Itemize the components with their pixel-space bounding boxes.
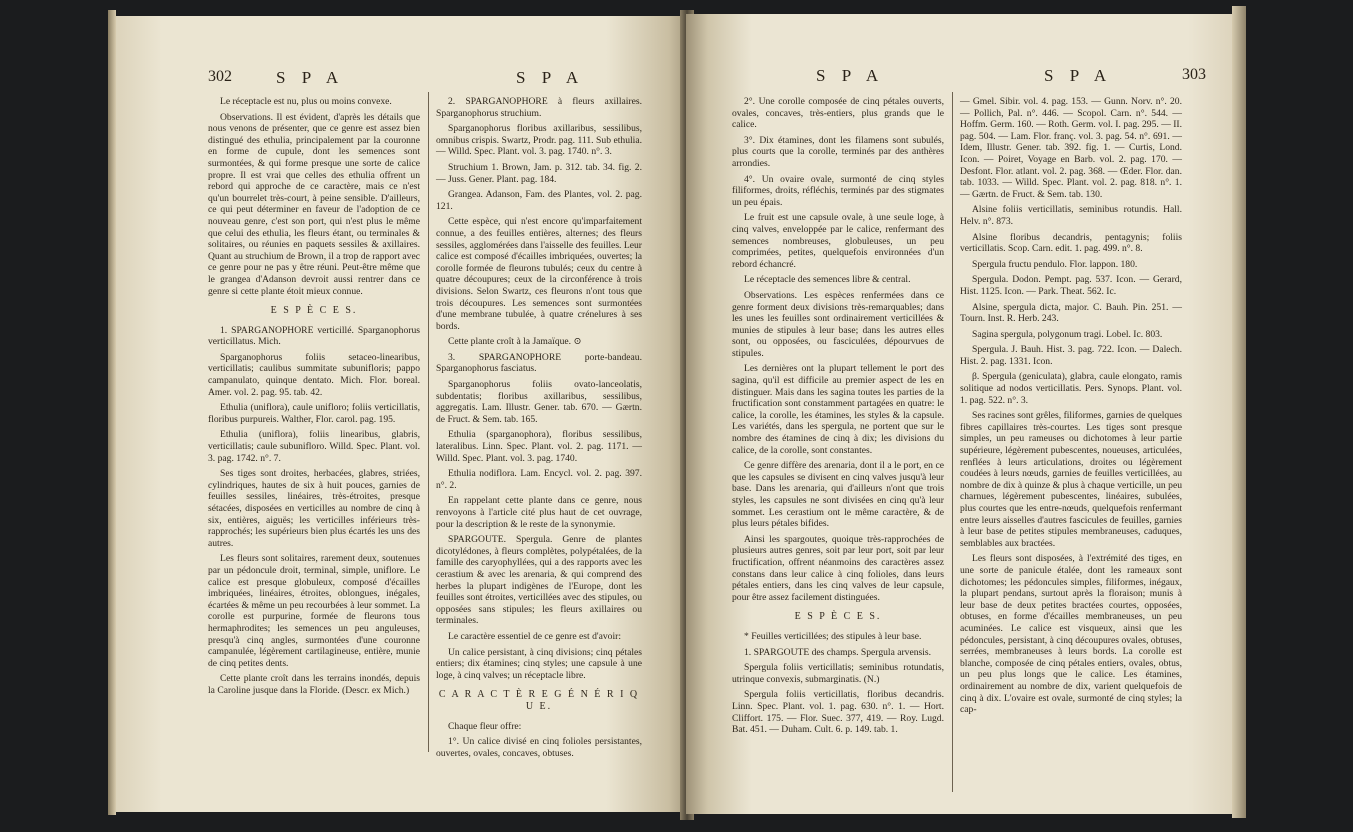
right-running-head-1: S P A [816, 66, 885, 85]
paragraph: 4°. Un ovaire ovale, surmonté de cinq styles filiformes, droits, réfléchis, terminés par des stigmates un peu épais. [732, 173, 944, 208]
left-page [116, 16, 686, 812]
paragraph: Alsine foliis verticillatis, seminibus rotundis. Hall. Helv. n°. 873. [960, 204, 1182, 227]
right-column-rule [952, 92, 953, 792]
paragraph: Les dernières ont la plupart tellement le port des sagina, qu'il est difficile au premier aspect de les en distinguer. Mais dans les sagina toutes les parties de la fructification sont constamment partagées en quatre: le calice, la corolle, les étamines, les styles & la capsule. Les variétés, dans les spergula, ne portent que sur le nombre des étamines de cinq à dix; les divisions du calice, de la corolle, sont constantes. [732, 363, 944, 456]
paragraph: Cette plante croît dans les terrains inondés, depuis la Caroline jusque dans la Floride. (Descr. ex Mich.) [208, 673, 420, 696]
paragraph: β. Spergula (geniculata), glabra, caule elongato, ramis solitique ad nodos verticillatis. Pers. Synops. Plant. vol. 1. pag. 522. n°. 3. [960, 371, 1182, 406]
paragraph: Observations. Les espèces renfermées dans ce genre forment deux divisions très-remarquables; dans les unes les feuilles sont ordinairement verticillées & munies de stipules à leur base; dans les autres elles sont, ou opposées, ou fasciculées, dépourvues de stipules. [732, 289, 944, 359]
paragraph: Cette espèce, qui n'est encore qu'imparfaitement connue, a des feuilles entières, alternes; des fleurs sessiles, agglomérées dans l'aisselle des feuilles. Leur calice est composé d'écailles imbriquées, ouvertes; la corolle formée de fleurons tubulés; ceux du centre à quatre découpures; ceux de la circonférence à trois divisions. Selon Swartz, ces fleurons n'ont tous que trois découpures. Les semences sont surmontées d'une membrane tubulée, à quatre crénelures à ses bords. [436, 216, 642, 332]
paragraph: Spergula fructu pendulo. Flor. lappon. 180. [972, 258, 1138, 270]
paragraph: — Gmel. Sibir. vol. 4. pag. 153. — Gunn. Norv. n°. 20. — Pollich, Pal. n°. 446. — Scopol. Carn. n°. 544. — Hoffm. Germ. 160. — Roth. Germ. vol. I. pag. 295. — II. pag. 504. — Lam. Flor. franç. vol. 3. pag. 54. n°. 691. — Idem, Illustr. Gener. tab. 392. fig. 1. — Curtis, Lond. Icon. — Poiret, Voyage en Barb. vol. 2. pag. 170. — Desfont. Flor. atlant. vol. 2. pag. 368. — Œder. Flor. dan. tab. 1033. — Willd. Spec. Plant. vol. 2. pag. 818. n°. 1. — Gærtn. de Fruct. & Sem. tab. 130. [960, 96, 1182, 200]
paragraph: 3°. Dix étamines, dont les filamens sont subulés, plus courts que la corolle, terminés par des anthères arrondies. [732, 134, 944, 169]
paragraph: Grangea. Adanson, Fam. des Plantes, vol. 2. pag. 121. [436, 189, 642, 212]
paragraph: Ethulia (sparganophora), floribus sessilibus, lateralibus. Linn. Spec. Plant. vol. 2. pag. 1171. — Willd. Spec. Plant. vol. 3. pag. 1740. [436, 429, 642, 464]
paragraph: Alsine floribus decandris, pentagynis; foliis verticillatis. Scop. Carn. edit. 1. pag. 499. n°. 8. [960, 231, 1182, 255]
paragraph: Sagina spergula, polygonum tragi. Lobel. Ic. 803. [972, 328, 1163, 340]
paragraph: Struchium 1. Brown, Jam. p. 312. tab. 34. fig. 2. — Juss. Gener. Plant. pag. 184. [436, 161, 642, 185]
paragraph: Sparganophorus foliis setaceo-linearibus, verticillatis; caulibus summitate subunifloris; pappo campanulato, quinque dentato. Mich. Flor. boreal. Amer. vol. 2. pag. 95. tab. 42. [208, 351, 420, 398]
species-heading: 1. SPARGOUTE des champs. Spergula arvensis. [744, 646, 932, 658]
paragraph: Sparganophorus floribus axillaribus, sessilibus, omnibus crispis. Swartz, Prodr. pag. 111. Sub ethulia. — Willd. Spec. Plant. vol. 3. pag. 1740. n°. 3. [436, 123, 642, 158]
species-heading: 3. SPARGANOPHORE porte-bandeau. Sparganophorus fasciatus. [436, 351, 642, 375]
species-heading: 1. SPARGANOPHORE verticillé. Sparganophorus verticillatus. Mich. [208, 324, 420, 348]
page-stack-right-edge [1232, 6, 1246, 818]
paragraph: Ethulia nodiflora. Lam. Encycl. vol. 2. pag. 397. n°. 2. [436, 468, 642, 491]
section-heading: C A R A C T È R E G É N É R I Q U E. [438, 689, 640, 712]
paragraph: Spergula. Dodon. Pempt. pag. 537. Icon. — Gerard, Hist. 1125. Icon. — Park. Theat. 562. Ic. [960, 274, 1182, 297]
paragraph: Ethulia (uniflora), foliis linearibus, glabris, verticillatis; caule subunifloro. Willd. Spec. Plant. vol. 3. pag. 1742. n°. 7. [208, 429, 420, 464]
paragraph: En rappelant cette plante dans ce genre, nous renvoyons à l'article cité plus haut de cet ouvrage, pour la description & le reste de la synonymie. [436, 495, 642, 530]
paragraph: Ses racines sont grêles, filiformes, garnies de quelques fibres capillaires très-courtes. Les tiges sont presque simples, un peu rameuses ou dichotomes à leur partie supérieure, légèrement pubescentes, noueuses, articulées, renflées à leurs articulations, droites ou légèrement coudées à leurs nœuds, garnies de feuilles verticillées, au nombre de dix à quinze & plus à chaque verticille, un peu charnues, légèrement pubescentes, linéaires, subulées, plus courtes que les entre-nœuds, quelquefois renfermant entre leurs aisselles d'autres fascicules de feuilles, garnies à leur base de petites stipules membraneuses, caduques, semblables aux bractées. [960, 410, 1182, 549]
section-heading: E S P È C E S. [794, 611, 882, 623]
paragraph: Les fleurs sont disposées, à l'extrémité des tiges, en une sorte de panicule étalée, dont les rameaux sont dichotomes; les pédoncules simples, filiformes, inégaux, la plupart pendans, surtout après la floraison; munis à leur base de deux petites bractées courtes, opposées, obtuses, en forme d'écailles membraneuses, un peu acuminées. Le calice est visqueux, ainsi que les pédoncules, persistant, à cinq découpures ovales, obtuses, serrées, membraneuses à leurs bords. La corolle est blanche, composée de cinq pétales entiers, ovales, obtus, un peu plus longs que le calice. Les étamines, ordinairement au nombre de dix, varient quelquefois de cinq à dix. L'ovaire est ovale, surmonté de cinq styles; la cap- [960, 553, 1182, 716]
section-heading: E S P È C E S. [270, 305, 358, 317]
left-column-rule [428, 92, 429, 752]
paragraph: Ce genre diffère des arenaria, dont il a le port, en ce que les capsules se divisent en cinq valves jusqu'à leur base. Dans les arenaria, qui d'ailleurs n'ont que trois styles, les capsules ne sont divisées en cinq qu'à leur sommet. Les cerastium ont le même caractère, & de plus leurs pétales bifides. [732, 460, 944, 530]
right-running-head-2: S P A [1044, 66, 1113, 85]
paragraph: 2°. Une corolle composée de cinq pétales ouverts, ovales, concaves, très-entiers, plus grands que le calice. [732, 96, 944, 131]
paragraph: 1°. Un calice divisé en cinq folioles persistantes, ouvertes, ovales, concaves, obtuses. [436, 736, 642, 759]
paragraph: Spergula foliis verticillatis; seminibus rotundatis, utrinque convexis, submarginatis. (N.) [732, 662, 944, 685]
right-page-number: 303 [1182, 66, 1206, 83]
page-stack-left-edge [108, 10, 116, 815]
left-page-number: 302 [208, 68, 232, 85]
species-heading: 2. SPARGANOPHORE à fleurs axillaires. Sparganophorus struchium. [436, 96, 642, 119]
paragraph: Cette plante croît à la Jamaïque. ⊙ [448, 336, 582, 348]
paragraph: Alsine, spergula dicta, major. C. Bauh. Pin. 251. — Tourn. Inst. R. Herb. 243. [960, 301, 1182, 325]
paragraph: Un calice persistant, à cinq divisions; cinq pétales entiers; dix étamines; cinq styles; une capsule à une loge, à cinq valves; un réceptacle libre. [436, 646, 642, 681]
paragraph: Ses tiges sont droites, herbacées, glabres, striées, cylindriques, hautes de six à huit pouces, garnies de feuilles sessiles, linéaires, très-étroites, presque sétacées, disposées en verticilles au nombre de cinq à six, entières, aiguës; les verticilles inférieurs très-rapprochés; les supérieurs bien plus écartés les uns des autres. [208, 468, 420, 549]
paragraph: Le réceptacle est nu, plus ou moins convexe. [220, 96, 392, 107]
left-column-2 [436, 96, 642, 763]
paragraph: Ainsi les spargoutes, quoique très-rapprochées de plusieurs autres genres, soit par leur port, soit par leur fructification, offrent néanmoins des caractères assez constans dans leur calice à cinq folioles, dans leurs pétales entiers, dans les cinq valves de leur capsule, pour être assez facilement distinguées. [732, 533, 944, 603]
right-column-2 [960, 96, 1182, 720]
paragraph: Le caractère essentiel de ce genre est d'avoir: [448, 630, 621, 642]
paragraph: Ethulia (uniflora), caule unifloro; foliis verticillatis, floribus purpureis. Walther, Flor. carol. pag. 195. [208, 402, 420, 425]
paragraph: Spergula foliis verticillatis, floribus decandris. Linn. Spec. Plant. vol. 1. pag. 630. n°. 1. — Hort. Cliffort. 175. — Flor. Suec. 377, 419. — Roy. Lugd. Bat. 451. — Duham. Cult. 6. p. 149. tab. 1. [732, 689, 944, 736]
paragraph: Sparganophorus foliis ovato-lanceolatis, subdentatis; floribus axillaribus, sessilibus, aggregatis. Lam. Illustr. Gener. tab. 670. — Gærtn. de Fruct. & Sem. tab. 165. [436, 379, 642, 425]
paragraph: Spergula. J. Bauh. Hist. 3. pag. 722. Icon. — Dalech. Hist. 2. pag. 1331. Icon. [960, 344, 1182, 367]
left-running-head-1: S P A [276, 68, 345, 87]
paragraph: Les fleurs sont solitaires, rarement deux, soutenues par un pédoncule droit, terminal, simple, uniflore. Le calice est presque globuleux, composé d'écailles imbriquées, linéaires, étroites, oblongues, inégales, écartées & même un peu recourbées à leur sommet. La corolle est purpurine, formée de fleurons tous hermaphrodites; les semences un peu anguleuses, presqu'à cinq angles, surmontées d'une couronne campanulée, légèrement cartilagineuse, entière, munie de cinq petites dents. [208, 553, 420, 669]
paragraph: Chaque fleur offre: [448, 720, 522, 732]
paragraph: Le réceptacle des semences libre & central. [744, 274, 911, 286]
left-column-1 [208, 96, 420, 701]
paragraph: Le fruit est une capsule ovale, à une seule loge, à cinq valves, enveloppée par le calice, renfermant des semences nombreuses, globuleuses, un peu comprimées, petites, quelquefois environnées d'un rebord échancré. [732, 212, 944, 270]
genus-entry: SPARGOUTE. Spergula. Genre de plantes dicotylédones, à fleurs complètes, polypétalées, de la famille des caryophyllées, qui a des rapports avec les cerastium & avec les arenaria, & qui comprend des herbes la plupart indigènes de l'Europe, dont les feuilles sont étroites, verticillées avec des stipules, ou opposées sans stipules; les fleurs axillaires ou terminales. [436, 534, 642, 627]
right-column-1 [732, 96, 944, 740]
right-page [686, 14, 1232, 814]
paragraph: * Feuilles verticillées; des stipules à leur base. [744, 630, 922, 642]
paragraph: Observations. Il est évident, d'après les détails que nous venons de présenter, que ce genre est assez bien distingué des ethulia, principalement par la couronne en forme de cupule, dont les semences sont surmontées, & qui forme presque une sorte de calice propre. Il est vrai que celles des ethulia offrent un rebord qui approche de ce caractère, mais ce n'est qu'un bourrelet très-court, à peine sensible. D'ailleurs, ce qui peut déterminer en faveur de l'adoption de ce nouveau genre, c'est son port, qui n'est plus le même que celui des ethulia, les fleurs étant, ou terminales & solitaires, ou réunies en paquets sessiles & axillaires. Quant au struchium de Brown, il a trop de rapport avec ce genre pour ne pas y être réuni. Peut-être même que le grangea d'Adanson devroit aussi rentrer dans ce genre si cette plante étoit mieux connue. [208, 111, 420, 297]
left-running-head-2: S P A [516, 68, 585, 87]
